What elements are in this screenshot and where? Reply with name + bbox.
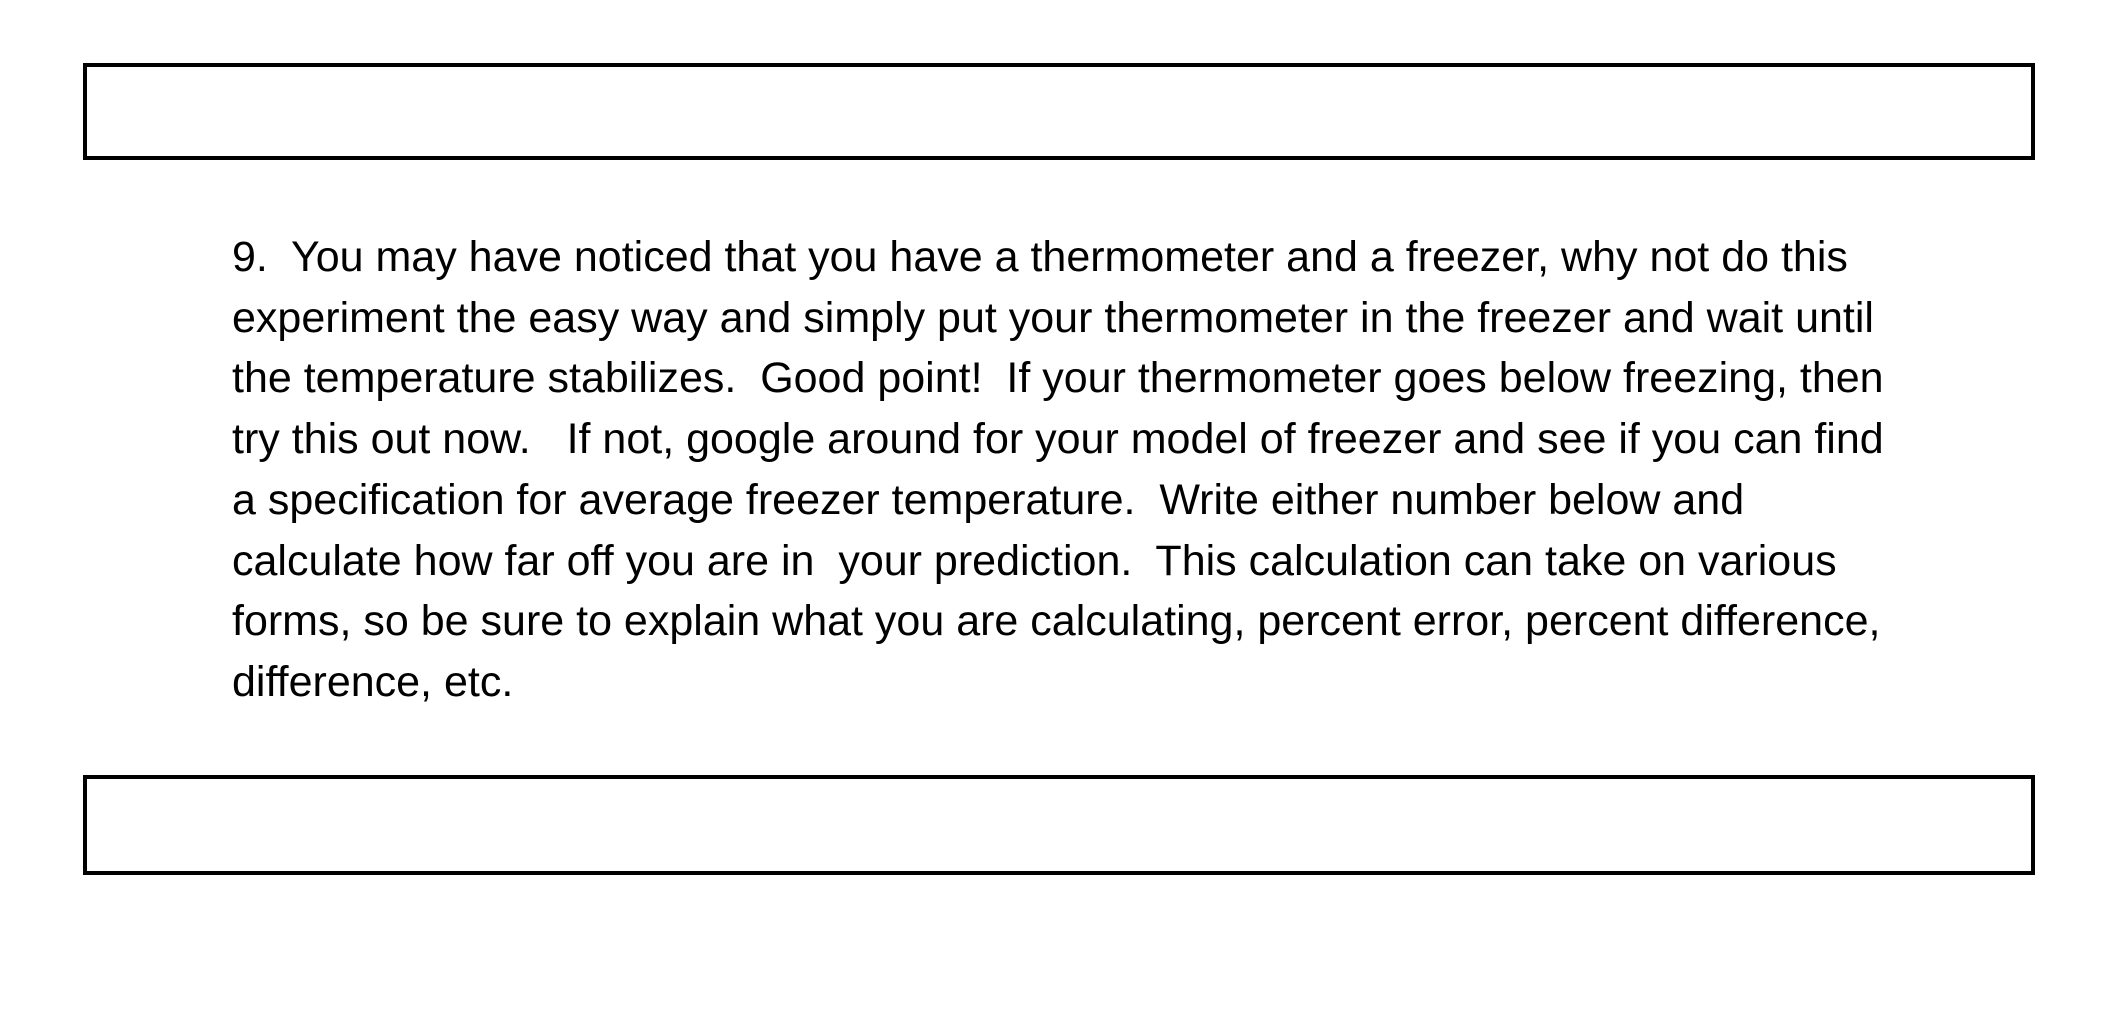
answer-box-top[interactable] [83,63,2035,160]
question-line: difference, etc. [232,657,514,706]
answer-box-bottom[interactable] [83,775,2035,875]
question-line: forms, so be sure to explain what you are calculating, percent error, percent difference, [232,597,1881,646]
question-line: calculate how far off you are in your prediction. This calculation can take on various [232,536,1837,585]
question-line: a specification for average freezer temperature. Write either number below and [232,475,1745,524]
question-9-text [232,227,2032,713]
question-line: try this out now. If not, google around for your model of freezer and see if you can find [232,415,1884,464]
question-line: 9. You may have noticed that you have a thermometer and a freezer, why not do this [232,233,1848,281]
question-line: the temperature stabilizes. Good point! If your thermometer goes below freezing, then [232,354,1884,403]
question-line: experiment the easy way and simply put your thermometer in the freezer and wait until [232,293,1874,342]
